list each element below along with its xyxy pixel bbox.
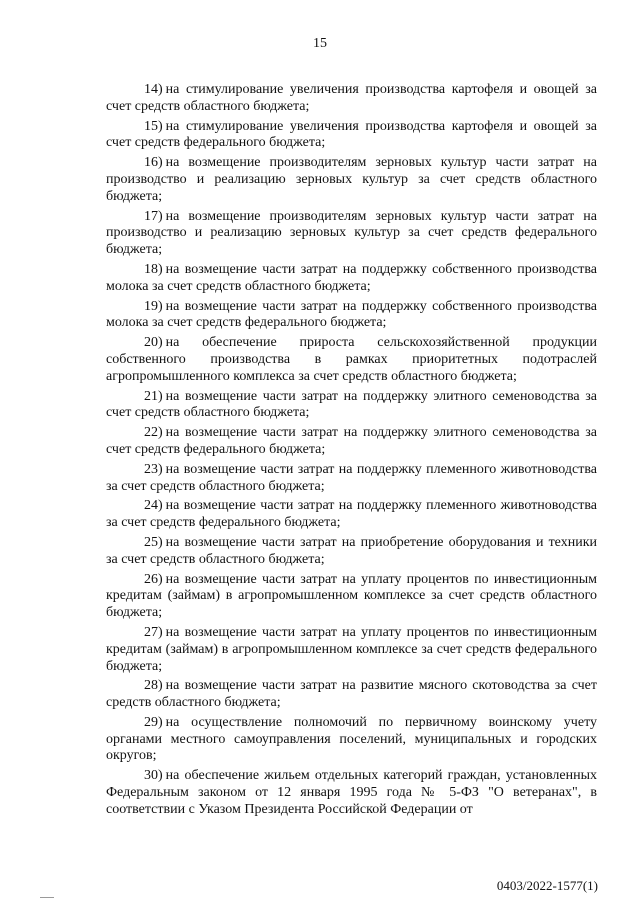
list-item-24: 24) на возмещение части затрат на поддержку племенного животноводства за счет средств федерального бюджета; xyxy=(106,498,597,531)
document-code: 0403/2022-1577(1) xyxy=(496,878,598,893)
list-item-21: 21) на возмещение части затрат на поддержку элитного семеноводства за счет средств областного бюджета; xyxy=(106,388,597,421)
list-item-25: 25) на возмещение части затрат на приобретение оборудования и техники за счет средств областного бюджета; xyxy=(106,534,597,567)
list-item-30: 30) на обеспечение жильем отдельных категорий граждан, установленных Федеральным законом от 12 января 1995 года № 5-ФЗ "О ветеранах", в соответствии с Указом Президента Российской Федерации от xyxy=(106,768,597,817)
list-item-28: 28) на возмещение части затрат на развитие мясного скотоводства за счет средств областного бюджета; xyxy=(106,678,597,711)
list-item-22: 22) на возмещение части затрат на поддержку элитного семеноводства за счет средств федерального бюджета; xyxy=(106,425,597,457)
list-item-16: 16) на возмещение производителям зерновых культур части затрат на производство и реализацию зерновых культур за счет средств областного бюджета; xyxy=(106,155,597,204)
list-item-29: 29) на осуществление полномочий по первичному воинскому учету органами местного самоуправления поселений, муниципальных и городских округов; xyxy=(106,714,597,764)
list-item-20: 20) на обеспечение прироста сельскохозяйственной продукции собственного производства в рамках приоритетных подотраслей агропромышленного комплекса за счет средств областного бюджета; xyxy=(106,335,597,384)
scan-mark xyxy=(40,897,54,898)
list-item-19: 19) на возмещение части затрат на поддержку собственного производства молока за счет средств федерального бюджета; xyxy=(106,298,597,331)
list-item-23: 23) на возмещение части затрат на поддержку племенного животноводства за счет средств областного бюджета; xyxy=(106,461,597,494)
list-item-15: 15) на стимулирование увеличения производства картофеля и овощей за счет средств федерального бюджета; xyxy=(106,118,597,151)
list-item-14: 14) на стимулирование увеличения производства картофеля и овощей за счет средств областного бюджета; xyxy=(106,82,597,114)
list-item-27: 27) на возмещение части затрат на уплату процентов по инвестиционным кредитам (займам) в агропромышленном комплексе за счет средств федерального бюджета; xyxy=(106,624,597,674)
list-item-17: 17) на возмещение производителям зерновых культур части затрат на производство и реализацию зерновых культур за счет средств федерального бюджета; xyxy=(106,208,597,258)
document-body xyxy=(106,82,597,822)
page-number: 15 xyxy=(313,36,327,51)
list-item-26: 26) на возмещение части затрат на уплату процентов по инвестиционным кредитам (займам) в агропромышленном комплексе за счет средств областного бюджета; xyxy=(106,571,597,621)
list-item-18: 18) на возмещение части затрат на поддержку собственного производства молока за счет средств областного бюджета; xyxy=(106,261,597,294)
